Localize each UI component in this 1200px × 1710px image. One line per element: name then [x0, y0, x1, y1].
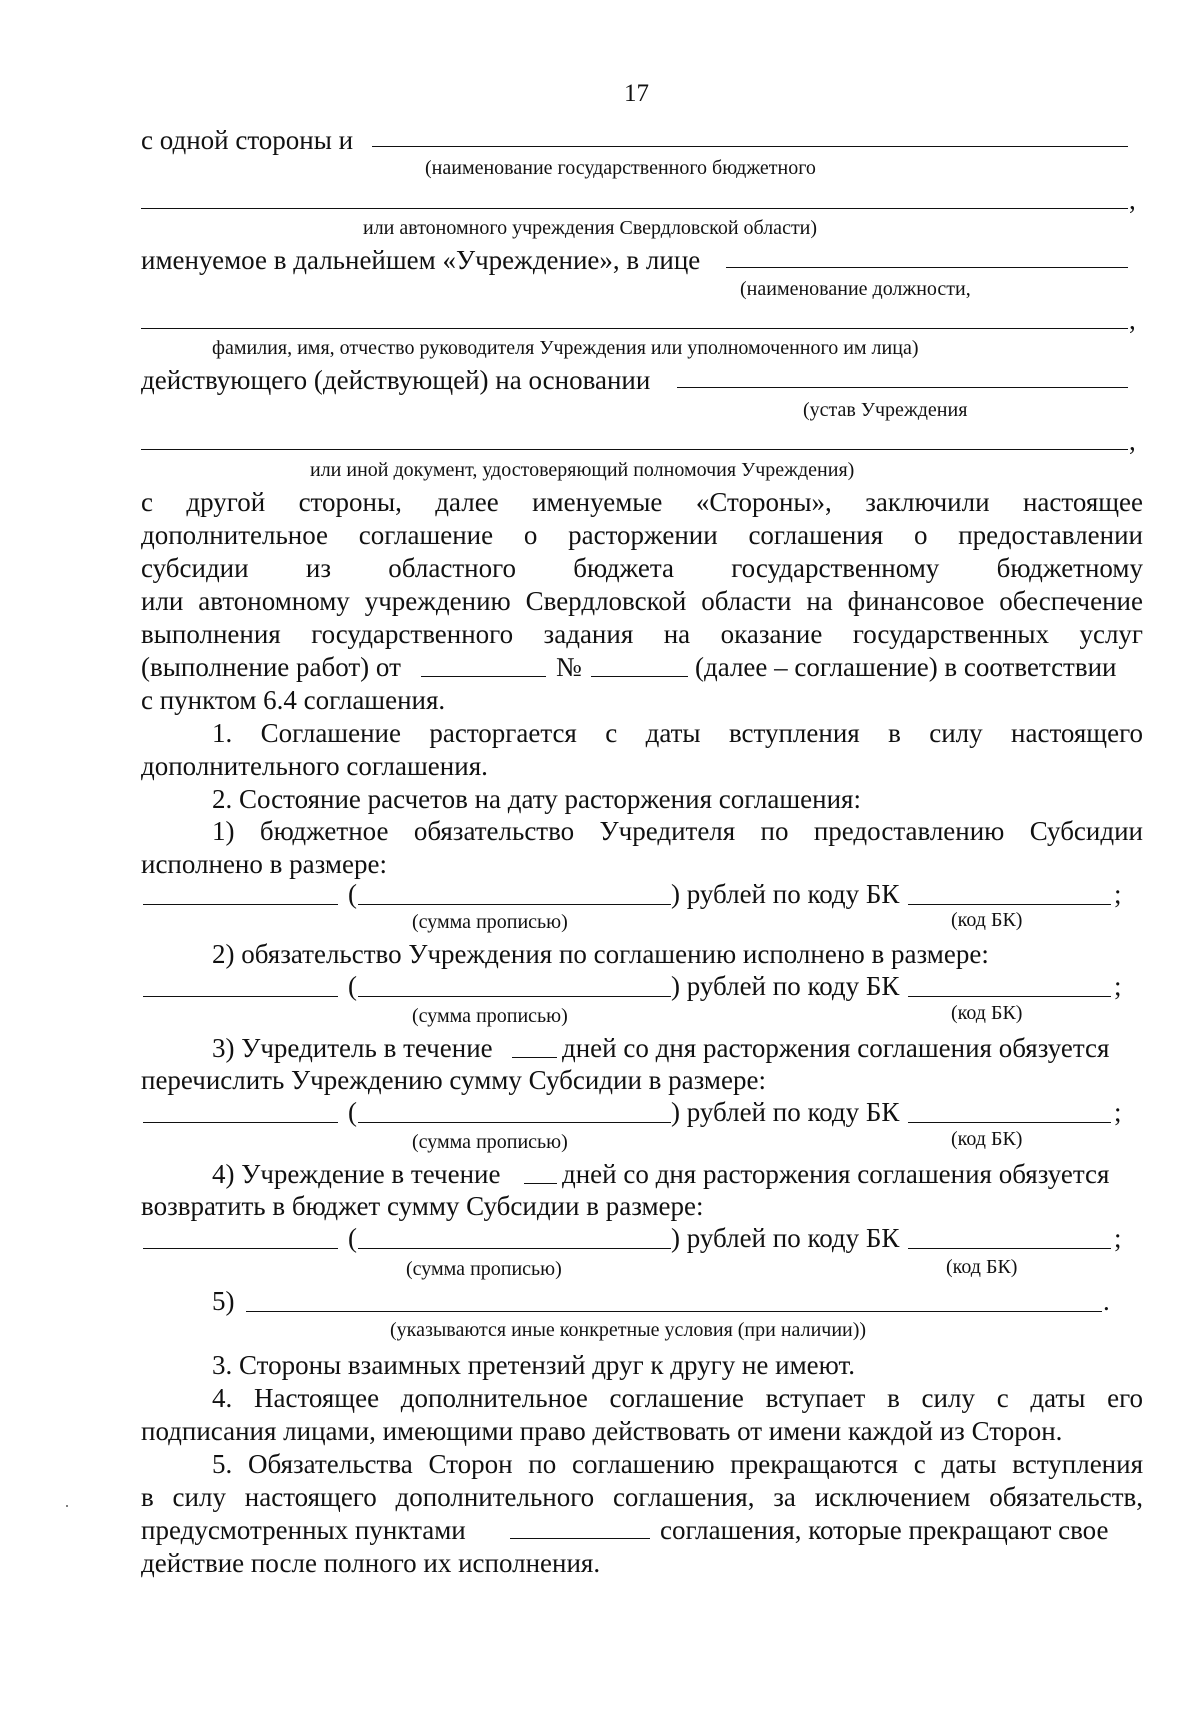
amount-words-blank	[358, 904, 671, 905]
semicolon: ;	[1114, 1223, 1122, 1253]
semicolon: ;	[1114, 879, 1122, 909]
clause-5-line: предусмотренных пунктами	[141, 1515, 466, 1545]
clause-2-item-2: 2) обязательство Учреждения по соглашению исполнено в размере:	[212, 939, 989, 969]
preamble-last-line: с пунктом 6.4 соглашения.	[141, 685, 446, 715]
position-line	[726, 267, 1128, 268]
semicolon: ;	[1114, 1097, 1122, 1127]
rubles-code-text: ) рублей по коду БК	[671, 879, 900, 909]
budget-code-caption: (код БК)	[951, 1002, 1023, 1024]
sum-words-caption: (сумма прописью)	[412, 1005, 568, 1027]
clause-2-item-4: 4) Учреждение в течение	[212, 1159, 501, 1189]
preamble-line: выполнения государственного задания на оказание государственных услуг	[141, 619, 1143, 649]
number-blank	[591, 676, 688, 677]
amount-blank	[143, 1122, 338, 1123]
preamble-line: с другой стороны, далее именуемые «Стороны», заключили настоящее	[141, 487, 1143, 517]
further-agreement-text: (далее – соглашение) в соответствии	[695, 652, 1117, 682]
sum-words-caption: (сумма прописью)	[412, 911, 568, 933]
other-conditions-caption: (указываются иные конкретные условия (при наличии))	[390, 1319, 867, 1341]
number-sign: №	[556, 652, 582, 682]
clause-5-line: действие после полного их исполнения.	[141, 1548, 601, 1578]
budget-code-blank	[908, 1248, 1111, 1249]
named-as-text: именуемое в дальнейшем «Учреждение», в лице	[141, 245, 701, 275]
open-paren: (	[348, 879, 357, 909]
rubles-code-text: ) рублей по коду БК	[671, 971, 900, 1001]
institution-name-line	[372, 146, 1128, 147]
budget-code-blank	[908, 904, 1111, 905]
one-side-text: с одной стороны и	[141, 125, 354, 155]
scan-speck	[66, 1505, 68, 1507]
days-blank	[512, 1057, 557, 1058]
acting-on-text: действующего (действующей) на основании	[141, 365, 651, 395]
budget-code-caption: (код БК)	[951, 909, 1023, 931]
open-paren: (	[348, 1223, 357, 1253]
budget-code-blank	[908, 1122, 1111, 1123]
position-caption: (наименование должности,	[740, 278, 971, 300]
institution-name-line-2	[141, 208, 1128, 209]
sum-words-caption: (сумма прописью)	[412, 1131, 568, 1153]
amount-words-blank	[358, 996, 671, 997]
amount-blank	[143, 1248, 338, 1249]
comma: ,	[1129, 426, 1136, 456]
clause-3: 3. Стороны взаимных претензий друг к другу не имеют.	[212, 1350, 856, 1380]
basis-line-2	[141, 449, 1128, 450]
rubles-code-text: ) рублей по коду БК	[671, 1097, 900, 1127]
clause-2-item-4: возвратить в бюджет сумму Субсидии в размере:	[141, 1191, 704, 1221]
institution-name-caption: (наименование государственного бюджетного	[425, 157, 816, 179]
amount-blank	[143, 904, 338, 905]
comma: ,	[1129, 305, 1136, 335]
clause-4-line: 4. Настоящее дополнительное соглашение вступает в силу с даты его	[212, 1383, 1143, 1413]
days-blank	[524, 1183, 557, 1184]
budget-code-blank	[908, 996, 1111, 997]
preamble-line: или автономному учреждению Свердловской области на финансовое обеспечение	[141, 586, 1143, 616]
preamble-line: дополнительное соглашение о расторжении соглашения о предоставлении	[141, 520, 1143, 550]
clause-2-item-3: 3) Учредитель в течение	[212, 1033, 493, 1063]
clause-2-item-3: перечислить Учреждению сумму Субсидии в размере:	[141, 1065, 766, 1095]
clause-5-line: в силу настоящего дополнительного соглашения, за исключением обязательств,	[141, 1482, 1143, 1512]
rubles-code-text: ) рублей по коду БК	[671, 1223, 900, 1253]
clause-1-line: 1. Соглашение расторгается с даты вступления в силу настоящего	[212, 718, 1143, 748]
amount-blank	[143, 996, 338, 997]
document-caption: или иной документ, удостоверяющий полномочия Учреждения)	[310, 459, 855, 481]
clause-5-line: 5. Обязательства Сторон по соглашению прекращаются с даты вступления	[212, 1449, 1143, 1479]
open-paren: (	[348, 971, 357, 1001]
clause-2-item-1: 1) бюджетное обязательство Учредителя по предоставлению Субсидии	[212, 816, 1143, 846]
amount-words-blank	[358, 1248, 671, 1249]
semicolon: ;	[1114, 971, 1122, 1001]
clause-2-intro: 2. Состояние расчетов на дату расторжения соглашения:	[212, 784, 861, 814]
clause-2-item-1: исполнено в размере:	[141, 849, 387, 879]
page-number: 17	[624, 80, 649, 107]
preamble-line: субсидии из областного бюджета государственному бюджетному	[141, 553, 1143, 583]
clause-4-line: подписания лицами, имеющими право действовать от имени каждой из Сторон.	[141, 1416, 1063, 1446]
item-5-period: .	[1103, 1286, 1110, 1316]
head-name-line	[141, 328, 1128, 329]
date-blank	[421, 676, 546, 677]
works-from-text: (выполнение работ) от	[141, 652, 401, 682]
sum-words-caption: (сумма прописью)	[406, 1258, 562, 1280]
clause-2-item-4: дней со дня расторжения соглашения обязуется	[562, 1159, 1110, 1189]
clause-2-item-3: дней со дня расторжения соглашения обязуется	[562, 1033, 1110, 1063]
budget-code-caption: (код БК)	[951, 1128, 1023, 1150]
head-caption: фамилия, имя, отчество руководителя Учреждения или уполномоченного им лица)	[212, 337, 919, 359]
other-conditions-blank	[246, 1311, 1102, 1312]
clause-5-line: соглашения, которые прекращают свое	[660, 1515, 1109, 1545]
charter-caption: (устав Учреждения	[803, 399, 968, 421]
institution-name-caption-2: или автономного учреждения Свердловской области)	[363, 217, 818, 239]
clause-2-item-5-label: 5)	[212, 1286, 235, 1316]
comma: ,	[1129, 185, 1136, 215]
amount-words-blank	[358, 1122, 671, 1123]
clause-1-line: дополнительного соглашения.	[141, 751, 488, 781]
budget-code-caption: (код БК)	[946, 1256, 1018, 1278]
basis-line	[677, 387, 1128, 388]
clauses-blank	[510, 1538, 650, 1539]
open-paren: (	[348, 1097, 357, 1127]
